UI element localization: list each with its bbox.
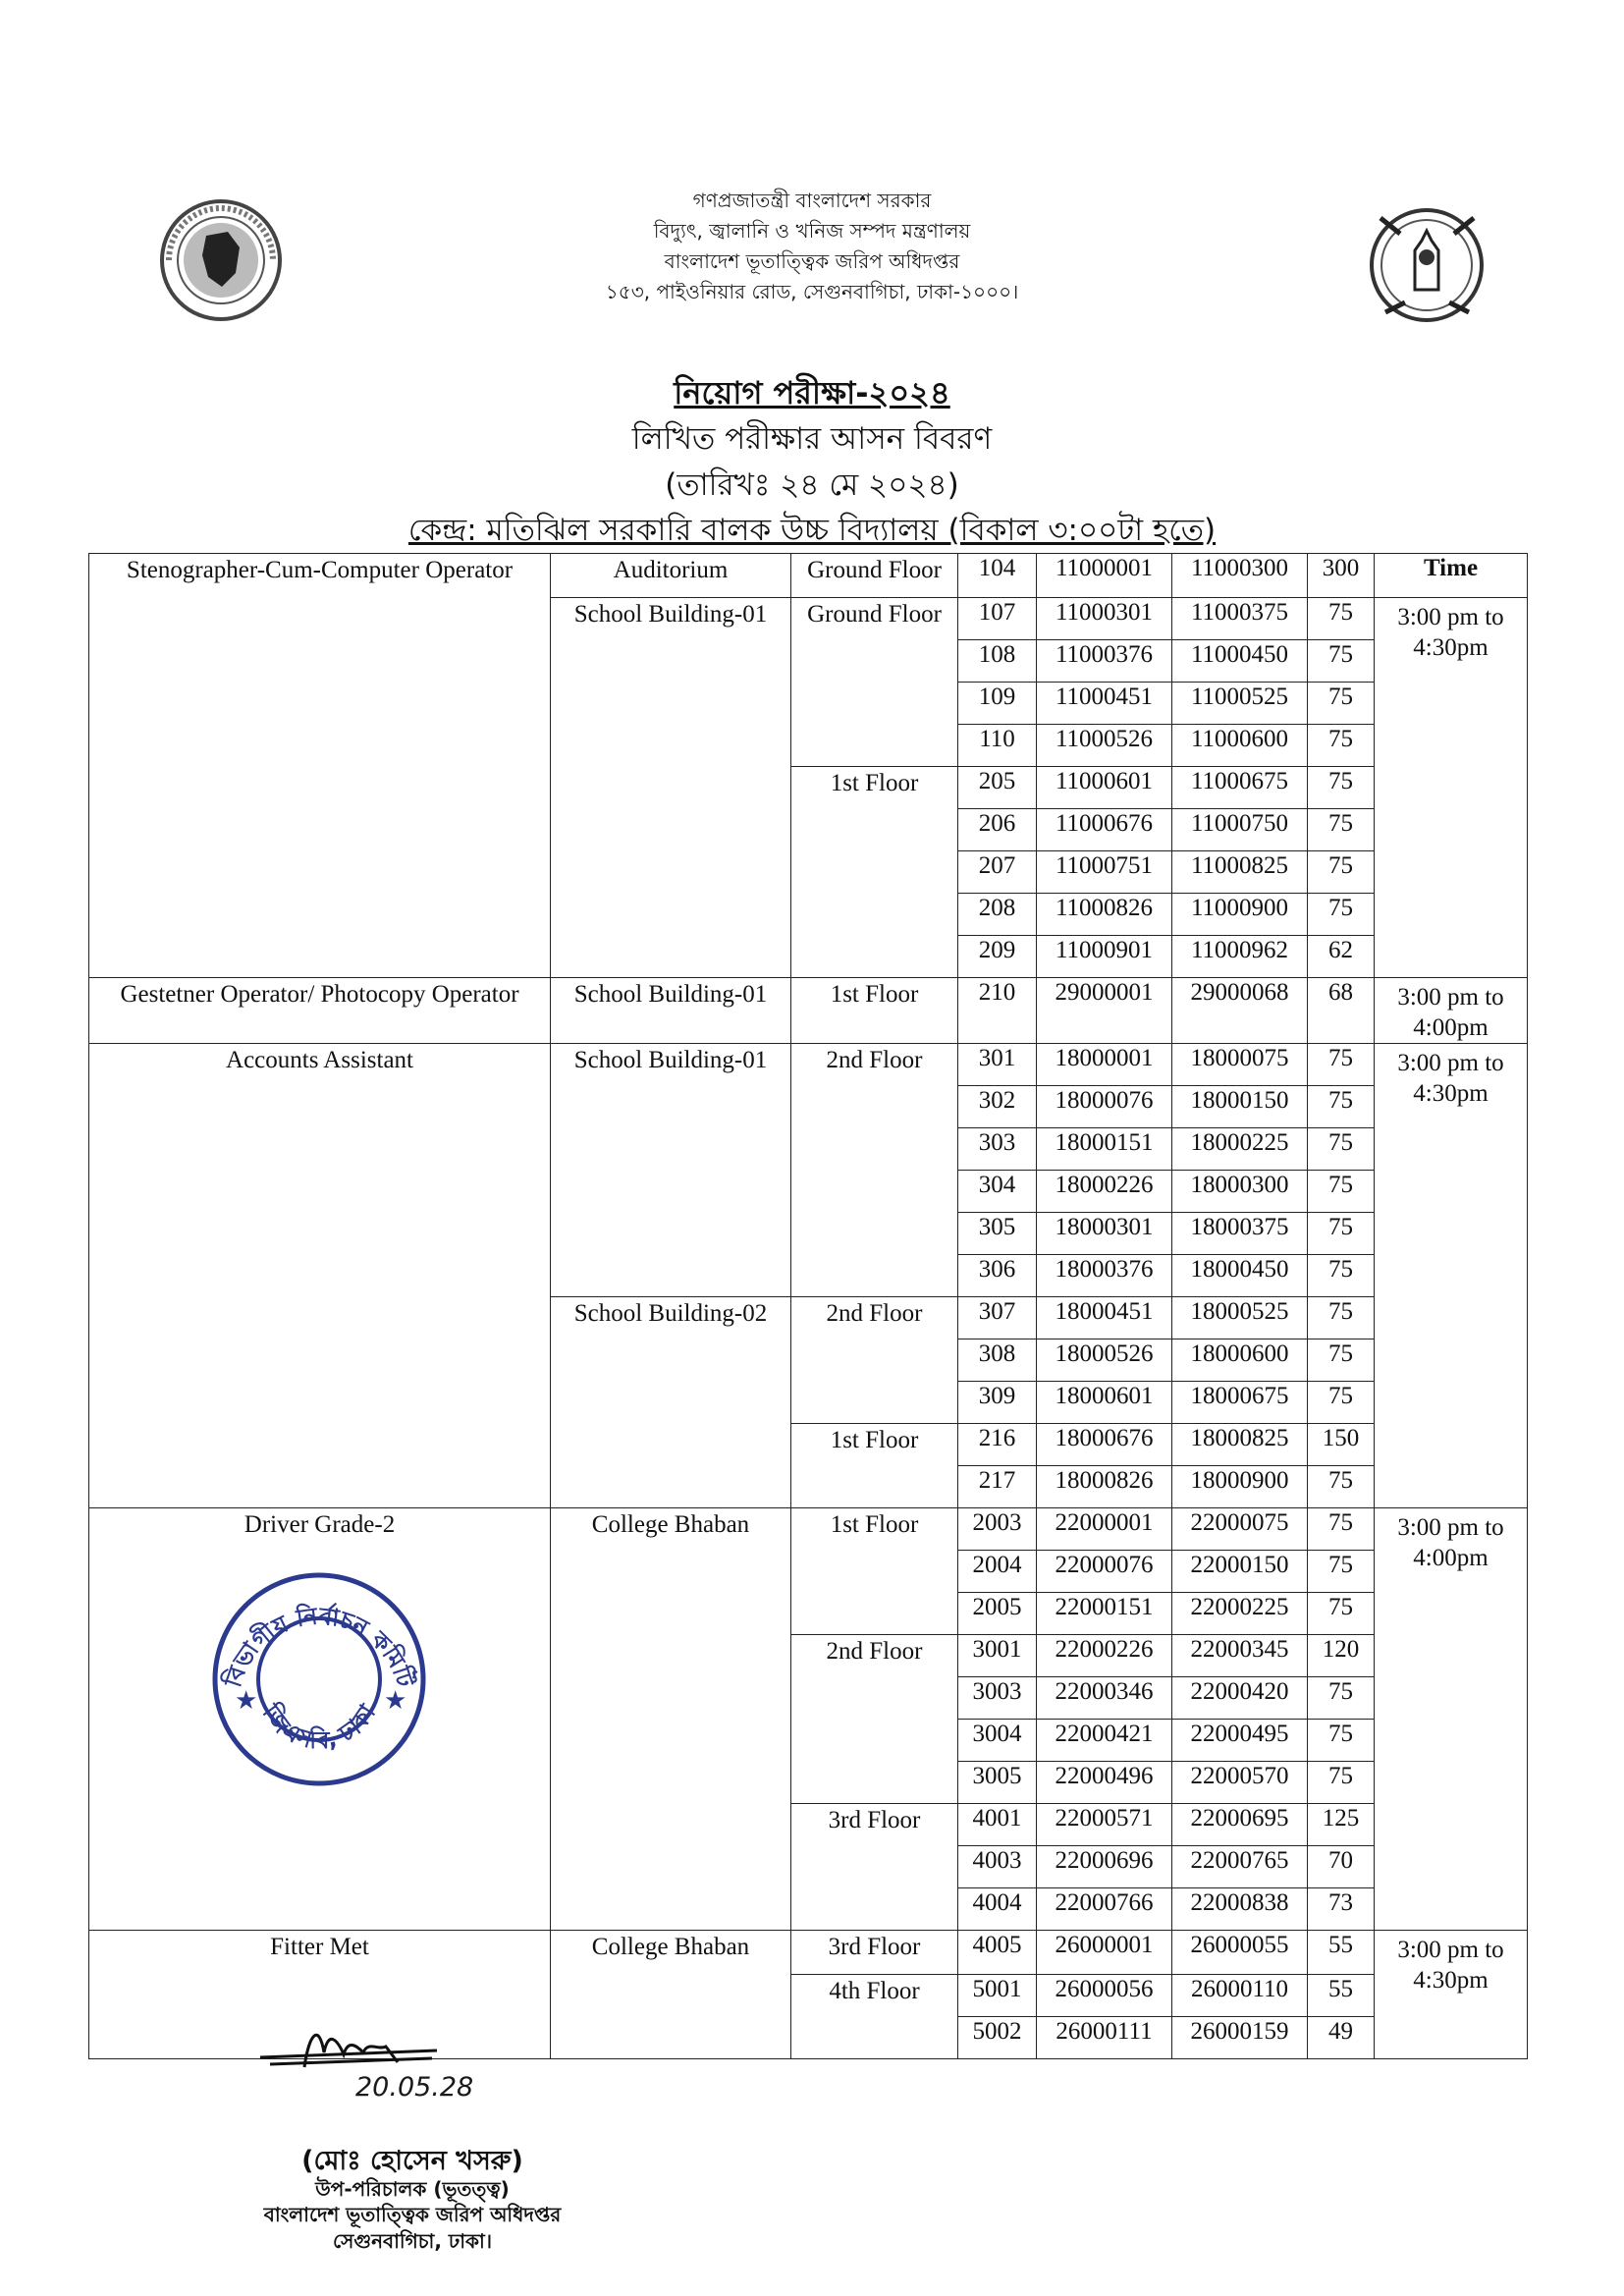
building-cell: College Bhaban	[551, 1931, 791, 2059]
header-department: বাংলাদেশ ভূতাত্ত্বিক জরিপ অধিদপ্তর	[664, 249, 960, 273]
count-cell: 75	[1308, 598, 1375, 640]
roll-to-cell: 18000450	[1172, 1255, 1308, 1297]
count-cell: 75	[1308, 1508, 1375, 1551]
roll-from-cell: 22000151	[1037, 1593, 1172, 1635]
room-cell: 2005	[958, 1593, 1037, 1635]
count-cell: 75	[1308, 683, 1375, 725]
roll-from-cell: 18000826	[1037, 1466, 1172, 1508]
room-cell: 110	[958, 725, 1037, 767]
roll-from-cell: 18000226	[1037, 1171, 1172, 1213]
room-cell: 4001	[958, 1804, 1037, 1846]
time-cell: 3:00 pm to 4:00pm	[1375, 1508, 1528, 1931]
count-cell: 75	[1308, 1382, 1375, 1424]
header-ministry: বিদ্যুৎ, জ্বালানি ও খনিজ সম্পদ মন্ত্রণালয়	[653, 219, 971, 243]
roll-from-cell: 11000826	[1037, 894, 1172, 936]
stamp-text-top: বিভাগীয় নির্বাচন কমিটি	[219, 1602, 419, 1691]
count-cell: 300	[1308, 554, 1375, 598]
building-cell: School Building-01	[551, 598, 791, 978]
signatory-name: (মোঃ হোসেন খসরু)	[301, 2146, 523, 2176]
count-cell: 125	[1308, 1804, 1375, 1846]
roll-from-cell: 11000526	[1037, 725, 1172, 767]
room-cell: 308	[958, 1339, 1037, 1382]
room-cell: 4003	[958, 1846, 1037, 1888]
signatory-office: বাংলাদেশ ভূতাত্ত্বিক জরিপ অধিদপ্তর	[263, 2203, 562, 2226]
roll-to-cell: 22000345	[1172, 1635, 1308, 1677]
time-header: Time	[1375, 554, 1528, 598]
floor-cell: 2nd Floor	[791, 1297, 958, 1424]
roll-from-cell: 22000496	[1037, 1762, 1172, 1804]
room-cell: 217	[958, 1466, 1037, 1508]
roll-to-cell: 22000838	[1172, 1888, 1308, 1931]
roll-from-cell: 11000001	[1037, 554, 1172, 598]
count-cell: 75	[1308, 1720, 1375, 1762]
room-cell: 301	[958, 1044, 1037, 1086]
roll-to-cell: 11000962	[1172, 936, 1308, 978]
room-cell: 104	[958, 554, 1037, 598]
roll-from-cell: 26000111	[1037, 2017, 1172, 2059]
room-cell: 206	[958, 809, 1037, 851]
building-cell: Auditorium	[551, 554, 791, 598]
count-cell: 68	[1308, 978, 1375, 1044]
roll-to-cell: 22000150	[1172, 1551, 1308, 1593]
floor-cell: 1st Floor	[791, 767, 958, 978]
table-row	[89, 978, 1528, 1044]
roll-from-cell: 18000526	[1037, 1339, 1172, 1382]
roll-from-cell: 18000301	[1037, 1213, 1172, 1255]
svg-text:জিএসবি, ঢাকা	[256, 1698, 381, 1754]
roll-to-cell: 18000525	[1172, 1297, 1308, 1339]
roll-to-cell: 18000225	[1172, 1128, 1308, 1171]
time-cell: 3:00 pm to 4:00pm	[1375, 978, 1528, 1044]
room-cell: 2003	[958, 1508, 1037, 1551]
roll-from-cell: 18000001	[1037, 1044, 1172, 1086]
committee-stamp	[201, 1561, 437, 1797]
roll-from-cell: 22000766	[1037, 1888, 1172, 1931]
count-cell: 75	[1308, 1128, 1375, 1171]
exam-subtitle: লিখিত পরীক্ষার আসন বিবরণ	[631, 421, 993, 457]
room-cell: 5001	[958, 1975, 1037, 2017]
count-cell: 75	[1308, 1551, 1375, 1593]
roll-from-cell: 22000421	[1037, 1720, 1172, 1762]
roll-from-cell: 18000601	[1037, 1382, 1172, 1424]
roll-to-cell: 18000675	[1172, 1382, 1308, 1424]
count-cell: 75	[1308, 1297, 1375, 1339]
exam-title: নিয়োগ পরীক্ষা-২০২৪	[674, 374, 950, 411]
building-cell: School Building-01	[551, 978, 791, 1044]
count-cell: 75	[1308, 851, 1375, 894]
room-cell: 205	[958, 767, 1037, 809]
room-cell: 5002	[958, 2017, 1037, 2059]
count-cell: 75	[1308, 1171, 1375, 1213]
roll-to-cell: 11000675	[1172, 767, 1308, 809]
floor-cell: Ground Floor	[791, 554, 958, 598]
count-cell: 62	[1308, 936, 1375, 978]
count-cell: 75	[1308, 809, 1375, 851]
floor-cell: 2nd Floor	[791, 1635, 958, 1804]
room-cell: 3001	[958, 1635, 1037, 1677]
count-cell: 150	[1308, 1424, 1375, 1466]
room-cell: 3005	[958, 1762, 1037, 1804]
roll-to-cell: 22000765	[1172, 1846, 1308, 1888]
roll-to-cell: 22000225	[1172, 1593, 1308, 1635]
table-row	[89, 1931, 1528, 1975]
roll-to-cell: 22000570	[1172, 1762, 1308, 1804]
post-cell: Accounts Assistant	[89, 1044, 551, 1508]
floor-cell: 1st Floor	[791, 978, 958, 1044]
post-cell: Stenographer-Cum-Computer Operator	[89, 554, 551, 978]
table-row	[89, 554, 1528, 598]
roll-from-cell: 11000376	[1037, 640, 1172, 683]
roll-to-cell: 18000375	[1172, 1213, 1308, 1255]
room-cell: 107	[958, 598, 1037, 640]
roll-from-cell: 22000226	[1037, 1635, 1172, 1677]
roll-to-cell: 18000300	[1172, 1171, 1308, 1213]
count-cell: 70	[1308, 1846, 1375, 1888]
roll-to-cell: 18000900	[1172, 1466, 1308, 1508]
roll-to-cell: 26000055	[1172, 1931, 1308, 1975]
roll-to-cell: 18000600	[1172, 1339, 1308, 1382]
roll-from-cell: 11000751	[1037, 851, 1172, 894]
roll-to-cell: 18000825	[1172, 1424, 1308, 1466]
count-cell: 75	[1308, 1086, 1375, 1128]
roll-to-cell: 22000695	[1172, 1804, 1308, 1846]
floor-cell: 1st Floor	[791, 1424, 958, 1508]
count-cell: 55	[1308, 1931, 1375, 1975]
roll-from-cell: 18000676	[1037, 1424, 1172, 1466]
building-cell: School Building-01	[551, 1044, 791, 1297]
roll-from-cell: 26000001	[1037, 1931, 1172, 1975]
roll-to-cell: 11000525	[1172, 683, 1308, 725]
roll-from-cell: 22000571	[1037, 1804, 1172, 1846]
room-cell: 4004	[958, 1888, 1037, 1931]
roll-from-cell: 22000001	[1037, 1508, 1172, 1551]
exam-date: (তারিখঃ ২৪ মে ২০২৪)	[665, 467, 959, 503]
count-cell: 75	[1308, 725, 1375, 767]
count-cell: 75	[1308, 1677, 1375, 1720]
count-cell: 49	[1308, 2017, 1375, 2059]
roll-to-cell: 11000375	[1172, 598, 1308, 640]
count-cell: 75	[1308, 1762, 1375, 1804]
roll-from-cell: 29000001	[1037, 978, 1172, 1044]
roll-to-cell: 18000150	[1172, 1086, 1308, 1128]
count-cell: 75	[1308, 1255, 1375, 1297]
post-cell: Driver Grade-2	[89, 1508, 551, 1931]
time-cell: 3:00 pm to 4:30pm	[1375, 598, 1528, 978]
count-cell: 75	[1308, 1466, 1375, 1508]
room-cell: 2004	[958, 1551, 1037, 1593]
floor-cell: 2nd Floor	[791, 1044, 958, 1297]
header-government: গণপ্রজাতন্ত্রী বাংলাদেশ সরকার	[692, 189, 932, 212]
roll-from-cell: 18000076	[1037, 1086, 1172, 1128]
room-cell: 309	[958, 1382, 1037, 1424]
roll-from-cell: 11000301	[1037, 598, 1172, 640]
roll-to-cell: 11000825	[1172, 851, 1308, 894]
roll-to-cell: 11000300	[1172, 554, 1308, 598]
count-cell: 75	[1308, 1339, 1375, 1382]
post-cell: Gestetner Operator/ Photocopy Operator	[89, 978, 551, 1044]
room-cell: 216	[958, 1424, 1037, 1466]
svg-text:বিভাগীয় নির্বাচন কমিটি	[218, 1601, 421, 1692]
roll-to-cell: 11000900	[1172, 894, 1308, 936]
building-cell: College Bhaban	[551, 1508, 791, 1931]
building-cell: School Building-02	[551, 1297, 791, 1508]
count-cell: 120	[1308, 1635, 1375, 1677]
roll-from-cell: 11000451	[1037, 683, 1172, 725]
count-cell: 75	[1308, 1213, 1375, 1255]
room-cell: 4005	[958, 1931, 1037, 1975]
signatory-location: সেগুনবাগিচা, ঢাকা।	[333, 2229, 492, 2253]
room-cell: 302	[958, 1086, 1037, 1128]
room-cell: 207	[958, 851, 1037, 894]
roll-from-cell: 22000696	[1037, 1846, 1172, 1888]
roll-from-cell: 26000056	[1037, 1975, 1172, 2017]
post-cell: Fitter Met	[89, 1931, 551, 2059]
roll-to-cell: 22000075	[1172, 1508, 1308, 1551]
room-cell: 3003	[958, 1677, 1037, 1720]
roll-to-cell: 11000600	[1172, 725, 1308, 767]
room-cell: 307	[958, 1297, 1037, 1339]
exam-center: কেন্দ্র: মতিঝিল সরকারি বালক উচ্চ বিদ্যালয় (বিকাল ৩:০০টা হতে)	[407, 513, 1217, 548]
room-cell: 208	[958, 894, 1037, 936]
count-cell: 75	[1308, 640, 1375, 683]
count-cell: 55	[1308, 1975, 1375, 2017]
room-cell: 304	[958, 1171, 1037, 1213]
roll-to-cell: 11000450	[1172, 640, 1308, 683]
room-cell: 3004	[958, 1720, 1037, 1762]
stamp-text-bottom: জিএসবি, ঢাকা	[256, 1699, 381, 1755]
roll-from-cell: 22000346	[1037, 1677, 1172, 1720]
count-cell: 75	[1308, 767, 1375, 809]
floor-cell: 4th Floor	[791, 1975, 958, 2059]
roll-from-cell: 11000901	[1037, 936, 1172, 978]
roll-to-cell: 26000159	[1172, 2017, 1308, 2059]
room-cell: 209	[958, 936, 1037, 978]
svg-text:★: ★	[384, 1686, 407, 1715]
count-cell: 75	[1308, 1044, 1375, 1086]
floor-cell: Ground Floor	[791, 598, 958, 767]
floor-cell: 3rd Floor	[791, 1804, 958, 1931]
roll-from-cell: 11000601	[1037, 767, 1172, 809]
time-cell: 3:00 pm to 4:30pm	[1375, 1931, 1528, 2059]
seat-plan-table	[88, 553, 1528, 2059]
count-cell: 73	[1308, 1888, 1375, 1931]
roll-to-cell: 26000110	[1172, 1975, 1308, 2017]
svg-text:★: ★	[235, 1686, 258, 1715]
count-cell: 75	[1308, 1593, 1375, 1635]
roll-from-cell: 11000676	[1037, 809, 1172, 851]
room-cell: 305	[958, 1213, 1037, 1255]
room-cell: 210	[958, 978, 1037, 1044]
floor-cell: 3rd Floor	[791, 1931, 958, 1975]
room-cell: 303	[958, 1128, 1037, 1171]
signature-date: 20.05.28	[355, 2072, 474, 2103]
roll-to-cell: 22000495	[1172, 1720, 1308, 1762]
table-row	[89, 1508, 1528, 1551]
table-row	[89, 1044, 1528, 1086]
signatory-designation: উপ-পরিচালক (ভূতত্ত্ব)	[315, 2177, 510, 2201]
roll-to-cell: 18000075	[1172, 1044, 1308, 1086]
time-cell: 3:00 pm to 4:30pm	[1375, 1044, 1528, 1508]
roll-from-cell: 18000376	[1037, 1255, 1172, 1297]
roll-from-cell: 18000151	[1037, 1128, 1172, 1171]
count-cell: 75	[1308, 894, 1375, 936]
room-cell: 109	[958, 683, 1037, 725]
room-cell: 306	[958, 1255, 1037, 1297]
roll-to-cell: 11000750	[1172, 809, 1308, 851]
room-cell: 108	[958, 640, 1037, 683]
header-address: ১৫৩, পাইওনিয়ার রোড, সেগুনবাগিচা, ঢাকা-১০০০।	[605, 280, 1019, 303]
roll-to-cell: 29000068	[1172, 978, 1308, 1044]
roll-from-cell: 18000451	[1037, 1297, 1172, 1339]
roll-from-cell: 22000076	[1037, 1551, 1172, 1593]
roll-to-cell: 22000420	[1172, 1677, 1308, 1720]
floor-cell: 1st Floor	[791, 1508, 958, 1635]
